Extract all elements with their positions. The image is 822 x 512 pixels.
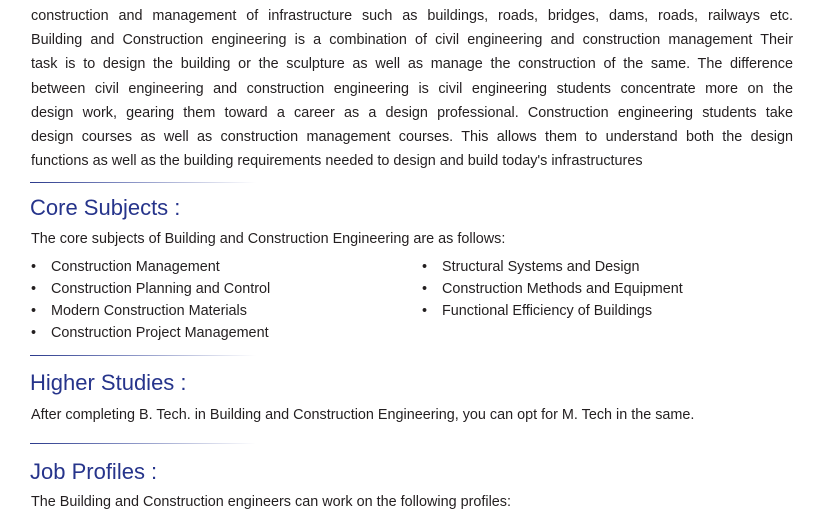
- job-profiles-text: The Building and Construction engineers can work on the following profiles:: [31, 494, 511, 510]
- list-item: [422, 300, 683, 322]
- intro-line: Building and Construction engineering is a combination of civil engineering and construction management Their: [31, 32, 793, 49]
- list-item: [422, 278, 683, 300]
- core-subjects-heading: Core Subjects :: [30, 195, 181, 220]
- higher-studies-text: After completing B. Tech. in Building and Construction Engineering, you can opt for M. Tech in the same.: [31, 407, 695, 423]
- section-divider: [30, 182, 256, 183]
- list-item-label: Construction Methods and Equipment: [442, 281, 683, 297]
- list-item-label: Functional Efficiency of Buildings: [442, 303, 653, 319]
- bullet-icon: •: [31, 281, 37, 297]
- higher-studies-heading: Higher Studies :: [30, 370, 187, 395]
- job-profiles-heading: Job Profiles :: [30, 459, 158, 484]
- list-item-label: Construction Management: [51, 259, 220, 275]
- list-item: [31, 278, 270, 300]
- intro-line: construction and management of infrastructure such as buildings, roads, bridges, dams, roads, railways etc.: [31, 8, 793, 24]
- core-subjects-intro: The core subjects of Building and Construction Engineering are as follows:: [31, 231, 506, 247]
- bullet-icon: •: [31, 325, 37, 341]
- section-divider: [30, 355, 256, 356]
- list-item: [31, 322, 270, 344]
- list-item-label: Construction Planning and Control: [51, 281, 271, 297]
- bullet-icon: •: [422, 281, 428, 297]
- list-item: [31, 256, 270, 278]
- bullet-icon: •: [422, 259, 428, 275]
- intro-line: task is to design the building or the sculpture as well as manage the construction of the same. The difference: [31, 56, 793, 73]
- intro-paragraph: [31, 4, 793, 173]
- intro-line: functions as well as the building requirements needed to design and build today's infrastructures: [31, 153, 643, 170]
- intro-line: design work, gearing them toward a career as a design professional. Construction engineering students take: [31, 104, 793, 121]
- list-item: [422, 256, 683, 278]
- bullet-icon: •: [422, 303, 428, 319]
- intro-line: design courses as well as construction management courses. This allows them to understand both the design: [31, 129, 793, 146]
- bullet-icon: •: [31, 303, 37, 319]
- core-subjects-left-list: [31, 256, 270, 344]
- bullet-icon: •: [31, 259, 37, 275]
- list-item-label: Construction Project Management: [51, 325, 269, 341]
- intro-line: between civil engineering and construction engineering is civil engineering students concentrate more on the: [31, 80, 793, 97]
- list-item-label: Structural Systems and Design: [442, 259, 640, 275]
- list-item-label: Modern Construction Materials: [51, 303, 247, 319]
- core-subjects-right-list: [422, 256, 683, 322]
- list-item: [31, 300, 270, 322]
- section-divider: [30, 443, 256, 444]
